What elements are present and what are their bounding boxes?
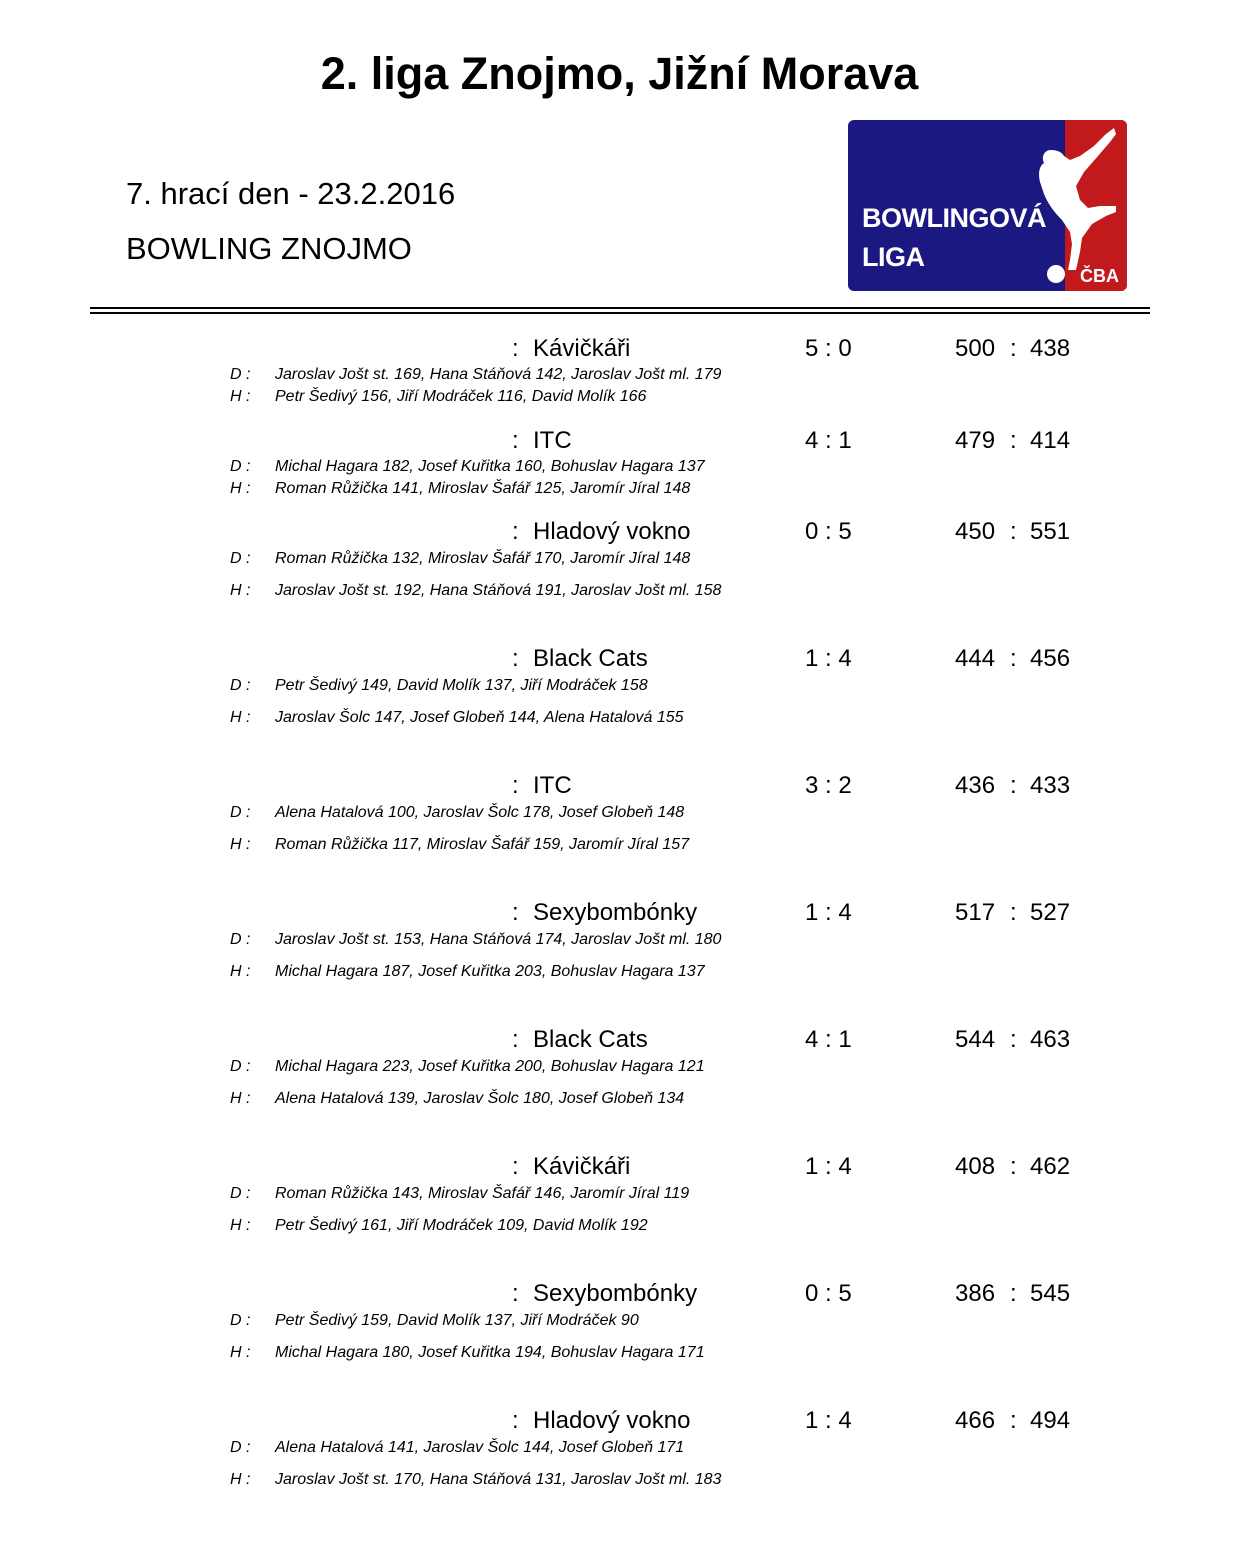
pins-away: 438 — [1030, 335, 1071, 362]
match-score: 4 : 1 — [805, 1026, 852, 1053]
home-players: Petr Šedivý 149, David Molík 137, Jiří Modráček 158 — [275, 677, 648, 694]
pins-home: 544 — [955, 1026, 996, 1053]
away-label: H : — [230, 836, 251, 853]
match-score: 1 : 4 — [805, 899, 852, 926]
pins-away: 433 — [1030, 772, 1071, 799]
pins-home: 408 — [955, 1153, 996, 1180]
home-players: Jaroslav Jošt st. 169, Hana Stáňová 142, Jaroslav Jošt ml. 179 — [275, 366, 722, 383]
home-players: Roman Růžička 132, Miroslav Šafář 170, Jaromír Jíral 148 — [275, 550, 691, 567]
away-label: H : — [230, 963, 251, 980]
away-label: H : — [230, 709, 251, 726]
pins-home: 479 — [955, 427, 996, 454]
away-label: H : — [230, 480, 251, 497]
away-label: H : — [230, 1090, 251, 1107]
home-label: D : — [230, 458, 251, 475]
home-players: Petr Šedivý 159, David Molík 137, Jiří Modráček 90 — [275, 1312, 639, 1329]
away-team: Black Cats — [533, 1026, 648, 1053]
away-players: Michal Hagara 187, Josef Kuřitka 203, Bohuslav Hagara 137 — [275, 963, 705, 980]
away-players: Alena Hatalová 139, Jaroslav Šolc 180, Josef Globeň 134 — [275, 1090, 685, 1107]
pins-away: 494 — [1030, 1407, 1071, 1434]
away-label: H : — [230, 388, 251, 405]
pins-separator: : — [1010, 1153, 1017, 1180]
home-label: D : — [230, 366, 251, 383]
away-players: Jaroslav Šolc 147, Josef Globeň 144, Alena Hatalová 155 — [275, 709, 684, 726]
pins-home: 444 — [955, 645, 996, 672]
home-label: D : — [230, 677, 251, 694]
logo-line1: BOWLINGOVÁ — [862, 203, 1046, 233]
away-players: Michal Hagara 180, Josef Kuřitka 194, Bohuslav Hagara 171 — [275, 1344, 705, 1361]
home-label: D : — [230, 1058, 251, 1075]
team-separator: : — [512, 335, 519, 362]
bowling-ball-icon — [1047, 265, 1065, 283]
home-label: D : — [230, 931, 251, 948]
page-title: 2. liga Znojmo, Jižní Morava — [320, 48, 919, 99]
match-score: 4 : 1 — [805, 427, 852, 454]
home-players: Michal Hagara 223, Josef Kuřitka 200, Bohuslav Hagara 121 — [275, 1058, 705, 1075]
home-label: D : — [230, 1439, 251, 1456]
away-label: H : — [230, 1217, 251, 1234]
match-score: 0 : 5 — [805, 518, 852, 545]
away-team: Kávičkáři — [533, 335, 631, 362]
match-score: 0 : 5 — [805, 1280, 852, 1307]
home-label: D : — [230, 804, 251, 821]
match-score: 3 : 2 — [805, 772, 852, 799]
home-players: Alena Hatalová 141, Jaroslav Šolc 144, Josef Globeň 171 — [275, 1439, 685, 1456]
away-team: Sexybombónky — [533, 899, 698, 926]
bowlingova-liga-logo — [848, 120, 1127, 291]
team-separator: : — [512, 1407, 519, 1434]
pins-separator: : — [1010, 1407, 1017, 1434]
away-team: Kávičkáři — [533, 1153, 631, 1180]
away-team: Black Cats — [533, 645, 648, 672]
home-players: Alena Hatalová 100, Jaroslav Šolc 178, Josef Globeň 148 — [275, 804, 685, 821]
pins-home: 500 — [955, 335, 996, 362]
pins-home: 517 — [955, 899, 996, 926]
pins-separator: : — [1010, 645, 1017, 672]
pins-home: 386 — [955, 1280, 996, 1307]
home-players: Jaroslav Jošt st. 153, Hana Stáňová 174, Jaroslav Jošt ml. 180 — [275, 931, 722, 948]
team-separator: : — [512, 1153, 519, 1180]
pins-separator: : — [1010, 518, 1017, 545]
match-score: 1 : 4 — [805, 1407, 852, 1434]
match-score: 1 : 4 — [805, 645, 852, 672]
pins-away: 551 — [1030, 518, 1071, 545]
away-players: Petr Šedivý 161, Jiří Modráček 109, David Molík 192 — [275, 1217, 648, 1234]
away-team: Hladový vokno — [533, 1407, 691, 1434]
pins-home: 436 — [955, 772, 996, 799]
away-players: Jaroslav Jošt st. 192, Hana Stáňová 191, Jaroslav Jošt ml. 158 — [275, 582, 722, 599]
team-separator: : — [512, 427, 519, 454]
header-rule-top — [90, 307, 1150, 309]
team-separator: : — [512, 1026, 519, 1053]
pins-away: 527 — [1030, 899, 1071, 926]
game-day: 7. hrací den - 23.2.2016 — [126, 176, 456, 211]
match-score: 5 : 0 — [805, 335, 852, 362]
match-score: 1 : 4 — [805, 1153, 852, 1180]
away-players: Jaroslav Jošt st. 170, Hana Stáňová 131, Jaroslav Jošt ml. 183 — [275, 1471, 722, 1488]
away-players: Petr Šedivý 156, Jiří Modráček 116, David Molík 166 — [275, 388, 647, 405]
away-team: ITC — [533, 427, 572, 454]
home-players: Michal Hagara 182, Josef Kuřitka 160, Bohuslav Hagara 137 — [275, 458, 705, 475]
pins-separator: : — [1010, 772, 1017, 799]
away-label: H : — [230, 1471, 251, 1488]
pins-separator: : — [1010, 335, 1017, 362]
home-players: Roman Růžička 143, Miroslav Šafář 146, Jaromír Jíral 119 — [275, 1185, 690, 1202]
logo-line2: LIGA — [862, 242, 925, 272]
away-team: ITC — [533, 772, 572, 799]
away-label: H : — [230, 582, 251, 599]
team-separator: : — [512, 518, 519, 545]
pins-home: 450 — [955, 518, 996, 545]
pins-away: 462 — [1030, 1153, 1071, 1180]
pins-separator: : — [1010, 427, 1017, 454]
header-rule-bottom — [90, 312, 1150, 314]
pins-away: 414 — [1030, 427, 1071, 454]
pins-separator: : — [1010, 899, 1017, 926]
pins-home: 466 — [955, 1407, 996, 1434]
home-label: D : — [230, 550, 251, 567]
team-separator: : — [512, 645, 519, 672]
home-label: D : — [230, 1312, 251, 1329]
away-team: Sexybombónky — [533, 1280, 698, 1307]
away-team: Hladový vokno — [533, 518, 691, 545]
team-separator: : — [512, 772, 519, 799]
pins-away: 463 — [1030, 1026, 1071, 1053]
pins-separator: : — [1010, 1280, 1017, 1307]
away-players: Roman Růžička 117, Miroslav Šafář 159, Jaromír Jíral 157 — [275, 836, 690, 853]
pins-away: 456 — [1030, 645, 1071, 672]
away-label: H : — [230, 1344, 251, 1361]
pins-separator: : — [1010, 1026, 1017, 1053]
pins-away: 545 — [1030, 1280, 1071, 1307]
home-label: D : — [230, 1185, 251, 1202]
logo-org: ČBA — [1080, 266, 1119, 286]
team-separator: : — [512, 899, 519, 926]
away-players: Roman Růžička 141, Miroslav Šafář 125, Jaromír Jíral 148 — [275, 480, 691, 497]
venue: BOWLING ZNOJMO — [126, 231, 412, 266]
team-separator: : — [512, 1280, 519, 1307]
